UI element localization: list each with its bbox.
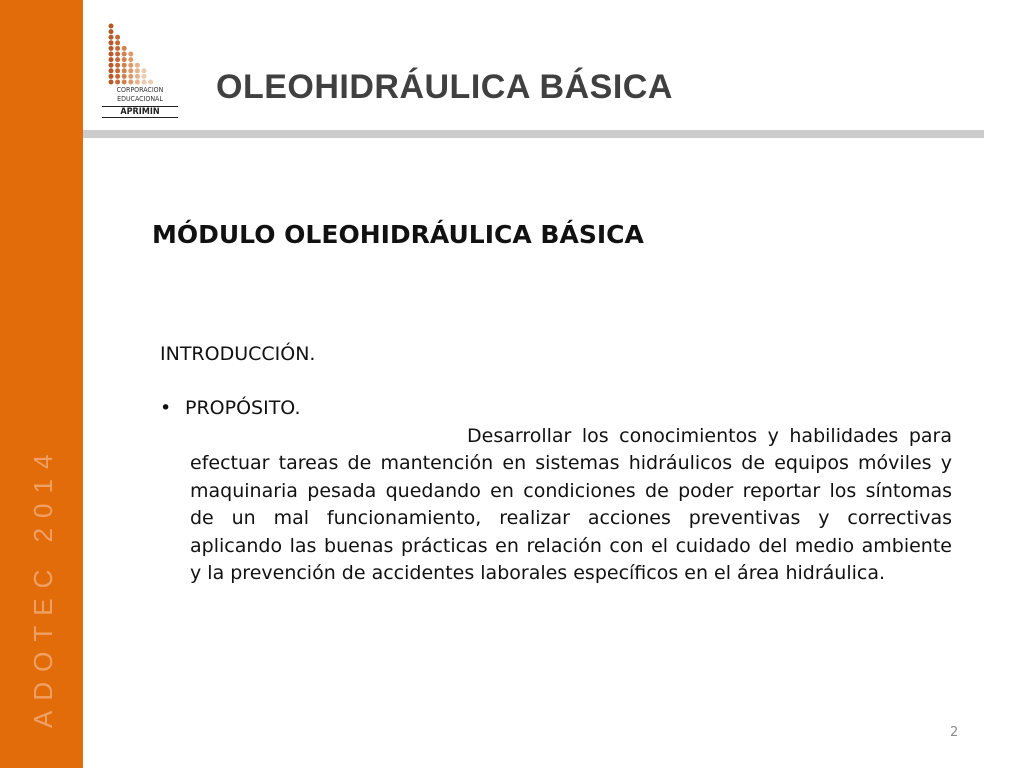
logo-dot [109,24,114,29]
logo-caption [102,86,178,118]
logo-dot [109,40,114,45]
logo-line-educacional: EDUCACIONAL [117,95,163,103]
logo-dot [115,35,120,40]
bullet-label: PROPÓSITO. [185,397,301,419]
logo-line-aprimin: APRIMIN [102,106,178,118]
logo-dot [122,68,127,73]
logo-dot [128,63,133,68]
logo-dot [109,68,114,73]
logo-dot [128,68,133,73]
logo-dot [115,63,120,68]
logo-dot [135,68,140,73]
logo-dot [142,74,147,79]
logo-dot [109,57,114,62]
sidebar-band [0,0,83,768]
logo-dot [122,52,127,57]
logo-dot [122,63,127,68]
logo-dot [142,80,147,85]
page-number: 2 [950,725,959,740]
sidebar-vertical-text: ADOTEC 2014 [28,444,58,728]
logo-dot [128,57,133,62]
logo-dot [115,52,120,57]
logo-dot [128,74,133,79]
logo-dot [109,46,114,51]
bullet-item [160,397,301,419]
logo-dot [135,80,140,85]
logo-dot [115,40,120,45]
logo-dot [122,80,127,85]
logo-dot [148,80,153,85]
logo-dot [122,74,127,79]
purpose-paragraph: Desarrollar los conocimientos y habilidades para efectuar tareas de mantención en sistemas hidráulicos de equipos móviles y maquinaria pesada quedando en condiciones de poder reportar los síntomas de un mal funcionamiento, realizar acciones preventivas y correctivas aplicando las buenas prácticas en relación con el cuidado del medio ambiente y la prevención de accidentes laborales específicos en el área hidráulica. [190,425,952,585]
logo-dot [109,29,114,34]
module-title: MÓDULO OLEOHIDRÁULICA BÁSICA [152,220,644,249]
logo-dot [115,68,120,73]
logo-dot [135,63,140,68]
logo-dot [109,52,114,57]
logo-dot [142,68,147,73]
title-divider [83,130,984,138]
logo-dot [115,46,120,51]
logo-dot [115,74,120,79]
logo-dot [109,35,114,40]
logo-dot [122,46,127,51]
intro-heading: INTRODUCCIÓN. [160,343,316,365]
logo-dot [128,80,133,85]
bullet-icon: • [160,397,172,419]
logo-dot [135,74,140,79]
logo-dot [109,63,114,68]
logo-dot [109,80,114,85]
logo-dot [128,52,133,57]
logo-dot [115,57,120,62]
logo-dot [122,57,127,62]
logo-line-corporacion: CORPORACION [116,86,164,94]
logo-dot [109,74,114,79]
page-title: OLEOHIDRÁULICA BÁSICA [216,68,673,106]
logo-dot [115,80,120,85]
